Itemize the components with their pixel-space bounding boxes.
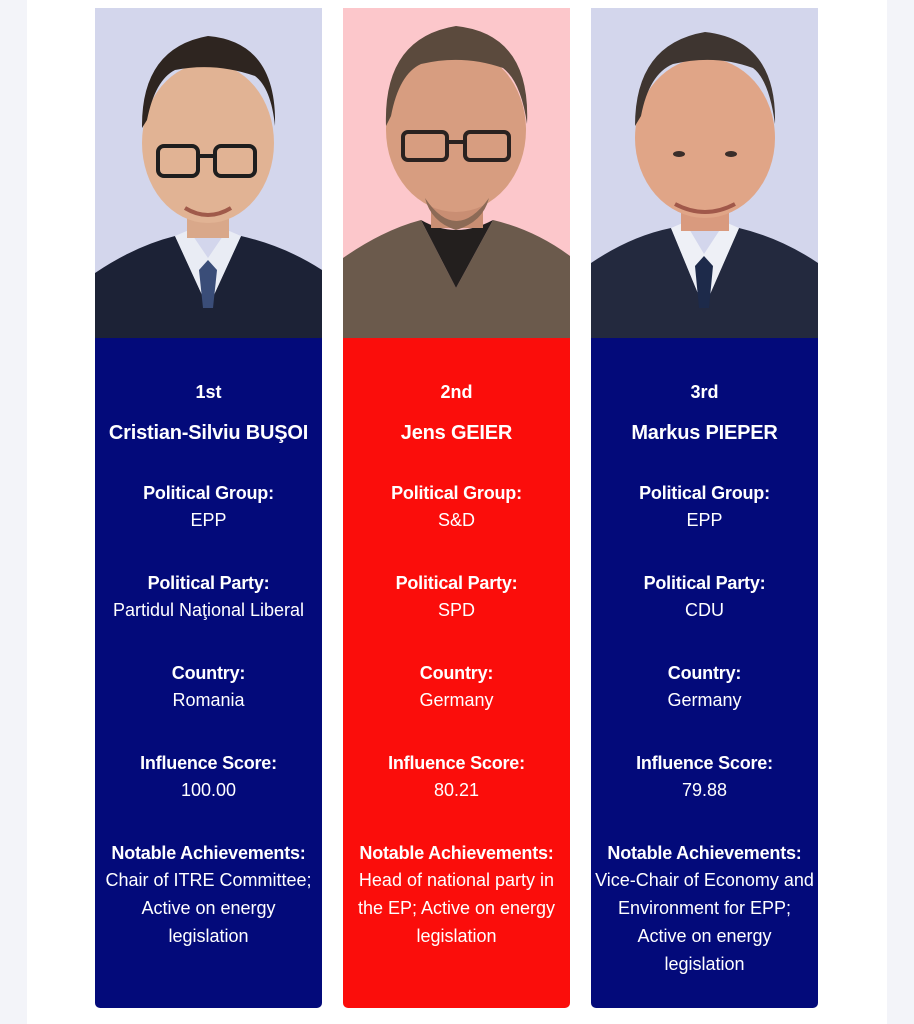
political-party-section [591,570,818,624]
mep-name: Markus PIEPER [631,422,778,444]
achievements-section [95,840,322,950]
influence-score-section [343,750,570,804]
political-group-label: Political Group: [143,483,274,503]
political-group-value: S&D [437,510,475,530]
political-party-value: SPD [437,600,475,620]
political-party-value: Partidul Naţional Liberal [112,600,305,620]
political-party-label: Political Party: [147,573,270,593]
influence-score-label: Influence Score: [140,753,277,773]
political-group-section [591,480,818,534]
achievements-label: Notable Achievements: [359,843,554,863]
mep-card-2 [343,8,570,1008]
mep-name: Jens GEIER [400,422,513,444]
country-value: Romania [172,690,245,710]
political-party-section [343,570,570,624]
country-label: Country: [419,663,494,683]
political-group-value: EPP [686,510,723,530]
rank-label: 1st [195,382,222,402]
country-value: Germany [667,690,742,710]
influence-score-section [95,750,322,804]
achievements-value: Chair of ITRE Committee; Active on energy legislation [105,870,312,946]
influence-score-value: 79.88 [681,780,728,800]
achievements-value: Head of national party in the EP; Active on energy legislation [357,870,556,946]
portrait-photo-3 [591,8,818,338]
country-label: Country: [667,663,742,683]
achievements-label: Notable Achievements: [111,843,306,863]
influence-score-value: 80.21 [433,780,480,800]
political-group-section [95,480,322,534]
achievements-label: Notable Achievements: [607,843,802,863]
mep-name: Cristian-Silviu BUŞOI [108,422,309,444]
influence-score-label: Influence Score: [636,753,773,773]
achievements-value: Vice-Chair of Economy and Environment for EPP; Active on energy legislation [595,870,814,974]
rank-label: 3rd [690,382,719,402]
political-party-label: Political Party: [395,573,518,593]
portrait-photo-1 [95,8,322,338]
political-party-label: Political Party: [643,573,766,593]
mep-card-1 [95,8,322,1008]
political-party-value: CDU [685,600,724,620]
political-group-label: Political Group: [391,483,522,503]
influence-score-label: Influence Score: [388,753,525,773]
achievements-section [591,840,818,978]
rank-label: 2nd [440,382,473,402]
country-label: Country: [171,663,246,683]
political-group-section [343,480,570,534]
achievements-section [343,840,570,950]
country-section [343,660,570,714]
influence-score-section [591,750,818,804]
country-section [95,660,322,714]
portrait-photo-2 [343,8,570,338]
country-value: Germany [419,690,494,710]
mep-card-3 [591,8,818,1008]
influence-score-value: 100.00 [180,780,237,800]
country-section [591,660,818,714]
political-party-section [95,570,322,624]
political-group-label: Political Group: [639,483,770,503]
political-group-value: EPP [190,510,227,530]
